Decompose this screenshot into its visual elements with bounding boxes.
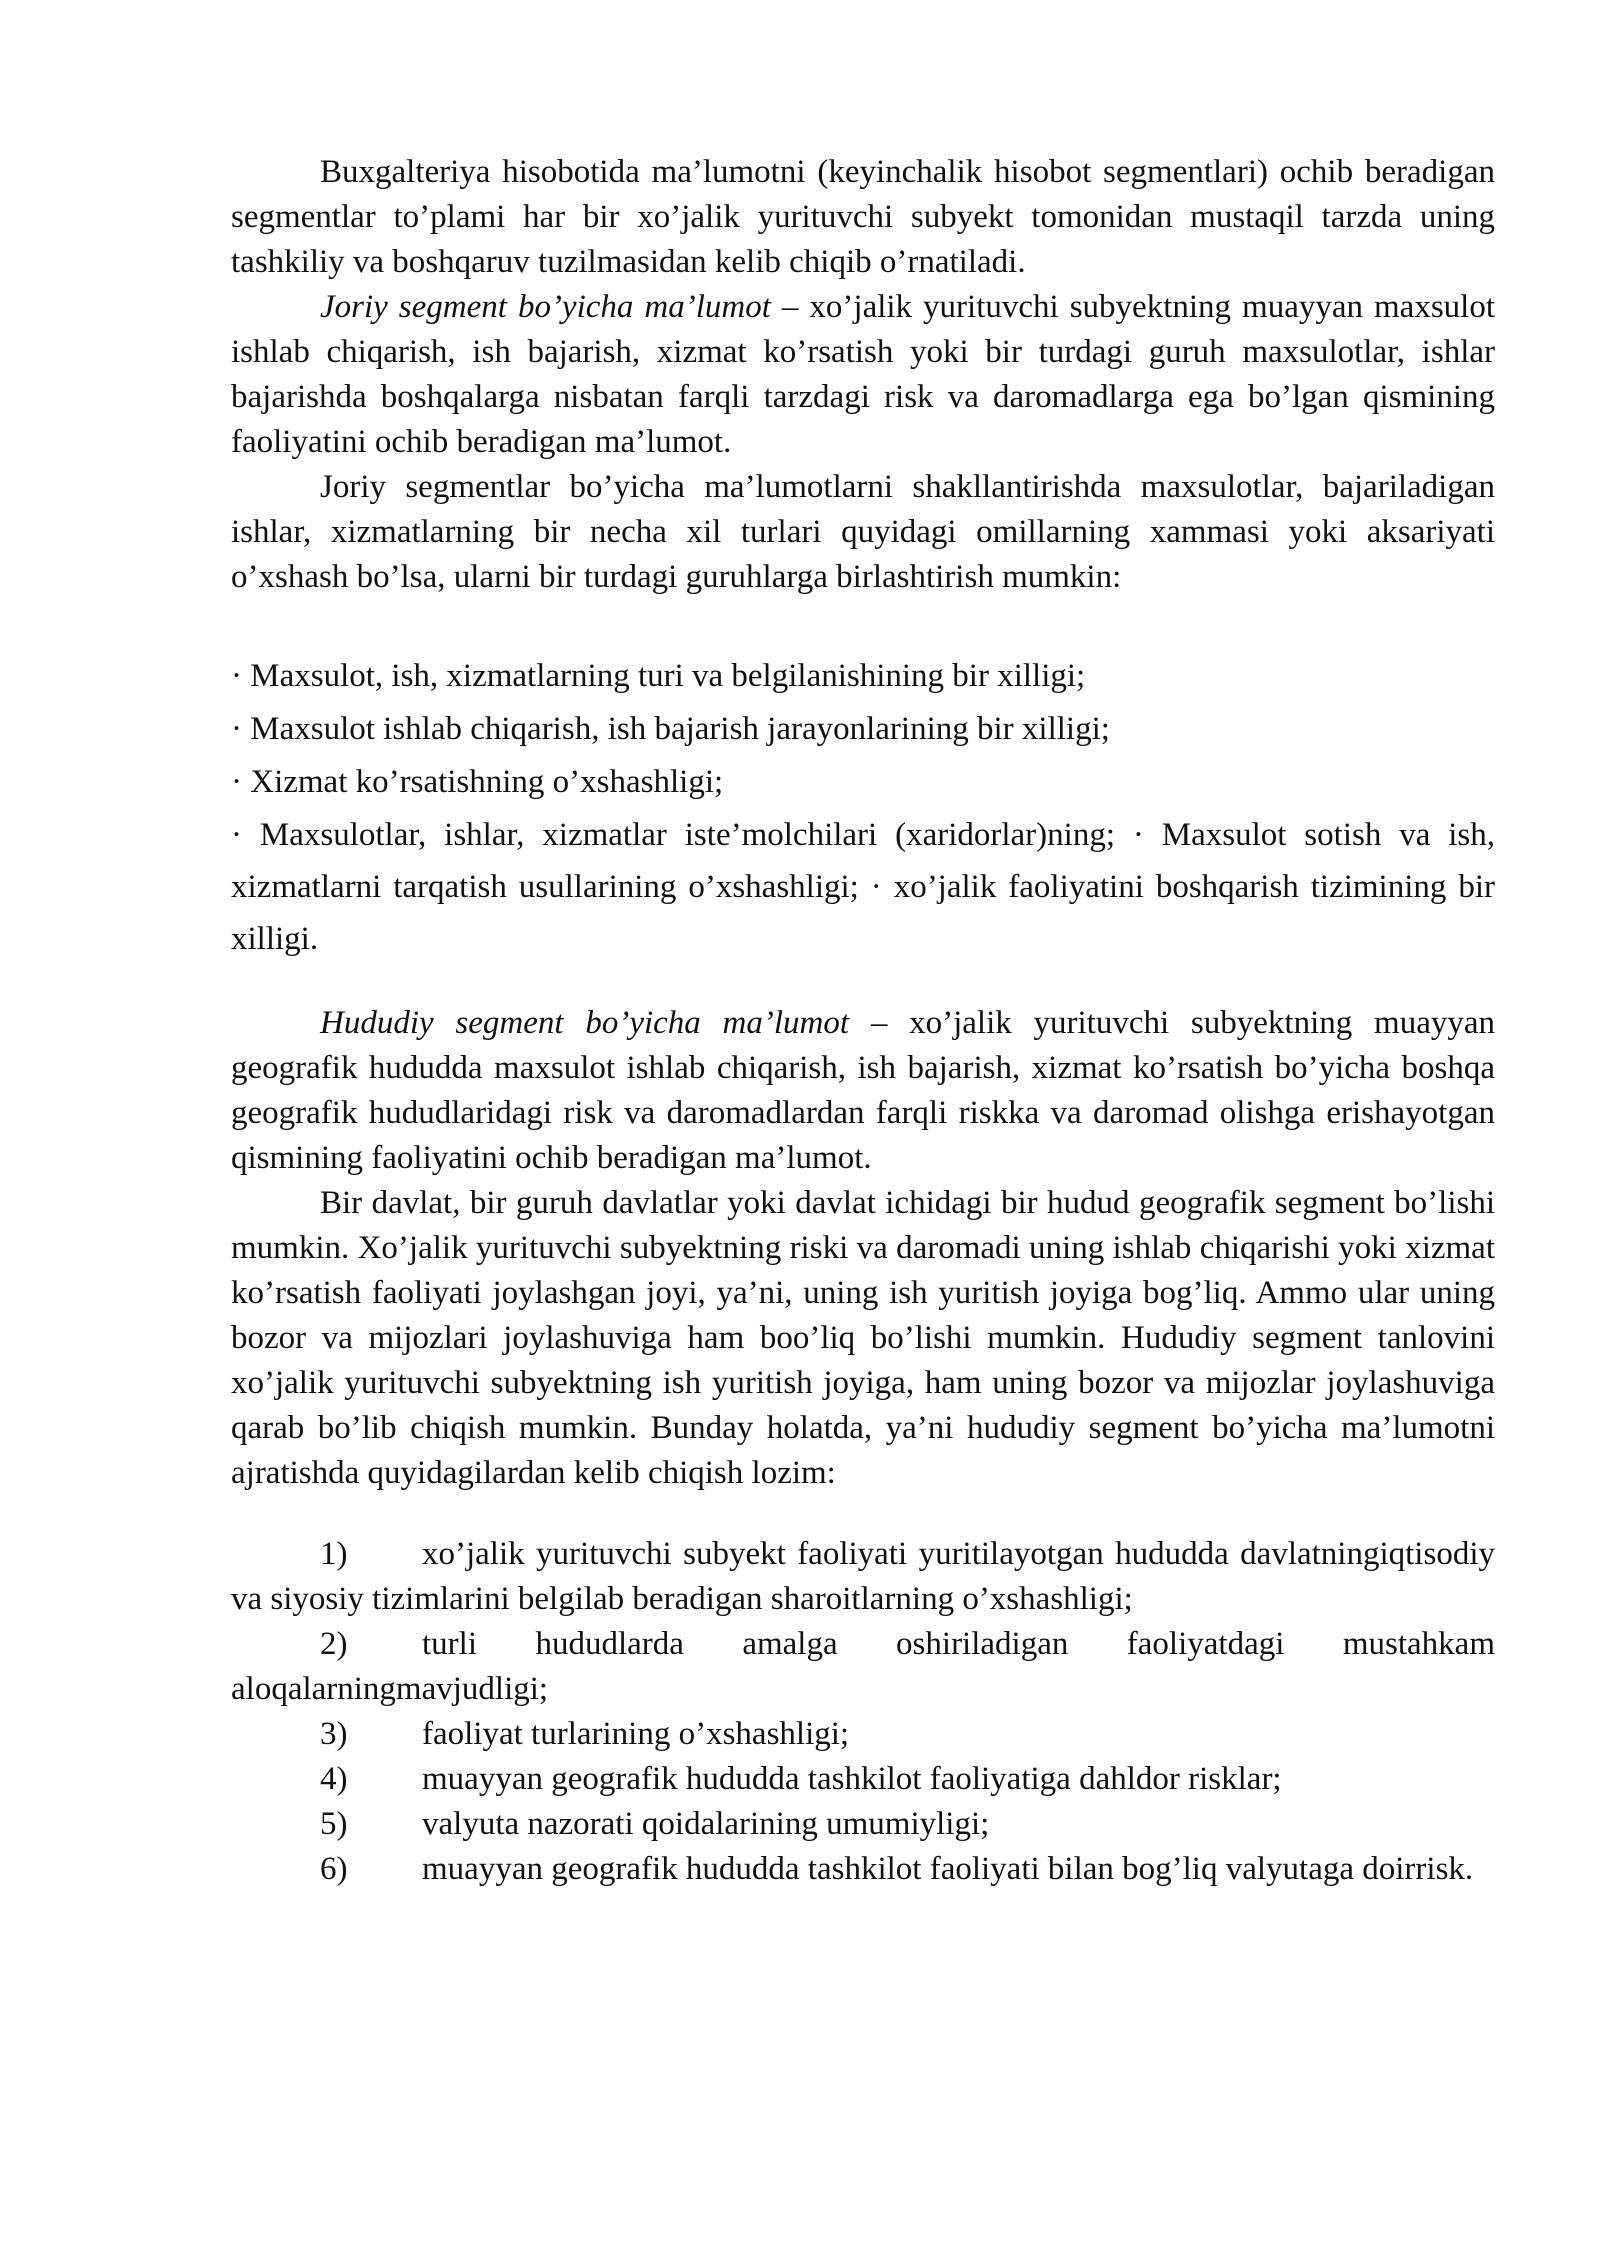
spacer (231, 965, 1495, 1001)
item-number: 2) (320, 1626, 348, 1662)
paragraph-current-segment (231, 285, 1495, 465)
item-text: muayyan geografik hududda tashkilot faoliyati bilan bog’liq valyutaga doirrisk. (422, 1851, 1474, 1887)
definition-current-segment: – xo’jalik yurituvchi subyektning muayyan maxsulot ishlab chiqarish, ish bajarish, xizmat ko’rsatish yoki bir turdagi guruh maxsulotlar, ishlar bajarishda boshqalarga nisbatan farqli tarzdagi risk va daromadlarga ega bo’lgan qismining faoliyatini ochib beradigan ma’lumot. (231, 289, 1495, 460)
paragraph-regional-segment (231, 1001, 1495, 1181)
numbered-item (231, 1757, 1495, 1802)
spacer (231, 600, 1495, 650)
numbered-item (231, 1532, 1495, 1622)
bullet-item: · Maxsulot, ish, xizmatlarning turi va belgilanishining bir xilligi; (231, 658, 1086, 694)
item-text: muayyan geografik hududda tashkilot faoliyatiga dahldor risklar; (422, 1761, 1282, 1797)
document-page (231, 150, 1495, 1892)
spacer (231, 1496, 1495, 1532)
paragraph-grouping-factors: Joriy segmentlar bo’yicha ma’lumotlarni shakllantirishda maxsulotlar, bajariladigan ishlar, xizmatlarning bir necha xil turlari quyidagi omillarning xammasi yoki aksariyati o’xshash bo’lsa, ularni bir turdagi guruhlarga birlashtirish mumkin: (231, 469, 1495, 595)
definition-regional-segment: – xo’jalik yurituvchi subyektning muayyan geografik hududda maxsulot ishlab chiqarish, ish bajarish, xizmat ko’rsatish bo’yicha boshqa geografik hududlaridagi risk va daromadlardan farqli riskka va daromad olishga erishayotgan qismining faoliyatini ochib beradigan ma’lumot. (231, 1005, 1495, 1176)
numbered-item (231, 1712, 1495, 1757)
numbered-item (231, 1622, 1495, 1712)
term-current-segment: Joriy segment bo’yicha ma’lumot (320, 289, 771, 325)
bullet-item: · Maxsulot ishlab chiqarish, ish bajarish jarayonlarining bir xilligi; (231, 711, 1110, 747)
paragraph-geographic-segment: Bir davlat, bir guruh davlatlar yoki davlat ichidagi bir hudud geografik segment bo’lishi mumkin. Xo’jalik yurituvchi subyektning riski va daromadi uning ishlab chiqarishi yoki xizmat ko’rsatish faoliyati joylashgan joyi, ya’ni, uning ish yuritish joyiga bog’liq. Ammo ular uning bozor va mijozlari joylashuviga ham boo’liq bo’lishi mumkin. Hududiy segment tanlovini xo’jalik yurituvchi subyektning ish yuritish joyiga, ham uning bozor va mijozlar joylashuviga qarab bo’lib chiqish mumkin. Bunday holatda, ya’ni hududiy segment bo’yicha ma’lumotni ajratishda quyidagilardan kelib chiqish lozim: (231, 1185, 1495, 1491)
item-number: 1) (320, 1536, 348, 1572)
item-text: faoliyat turlarining o’xshashligi; (422, 1716, 850, 1752)
item-number: 5) (320, 1806, 348, 1842)
numbered-item (231, 1847, 1495, 1892)
item-text: xo’jalik yurituvchi subyekt faoliyati yuritilayotgan hududda davlatningiqtisodiy va siyosiy tizimlarini belgilab beradigan sharoitlarning o’xshashligi; (231, 1536, 1495, 1617)
item-number: 3) (320, 1716, 348, 1752)
item-text: turli hududlarda amalga oshiriladigan faoliyatdagi mustahkam aloqalarningmavjudligi; (231, 1626, 1495, 1707)
term-regional-segment: Hududiy segment bo’yicha ma’lumot (320, 1005, 850, 1041)
paragraph-intro: Buxgalteriya hisobotida ma’lumotni (keyinchalik hisobot segmentlari) ochib beradigan segmentlar to’plami har bir xo’jalik yurituvchi subyekt tomonidan mustaqil tarzda uning tashkiliy va boshqaruv tuzilmasidan kelib chiqib o’rnatiladi. (231, 154, 1495, 280)
item-number: 4) (320, 1761, 348, 1797)
bullet-item: · Xizmat ko’rsatishning o’xshashligi; (231, 764, 724, 800)
bullet-item-combined: · Maxsulotlar, ishlar, xizmatlar iste’molchilari (xaridorlar)ning; · Maxsulot sotish va ish, xizmatlarni tarqatish usullarining o’xshashligi; · xo’jalik faoliyatini boshqarish tizimining bir xilligi. (231, 817, 1495, 957)
numbered-item (231, 1802, 1495, 1847)
item-number: 6) (320, 1851, 348, 1887)
item-text: valyuta nazorati qoidalarining umumiyligi; (422, 1806, 990, 1842)
